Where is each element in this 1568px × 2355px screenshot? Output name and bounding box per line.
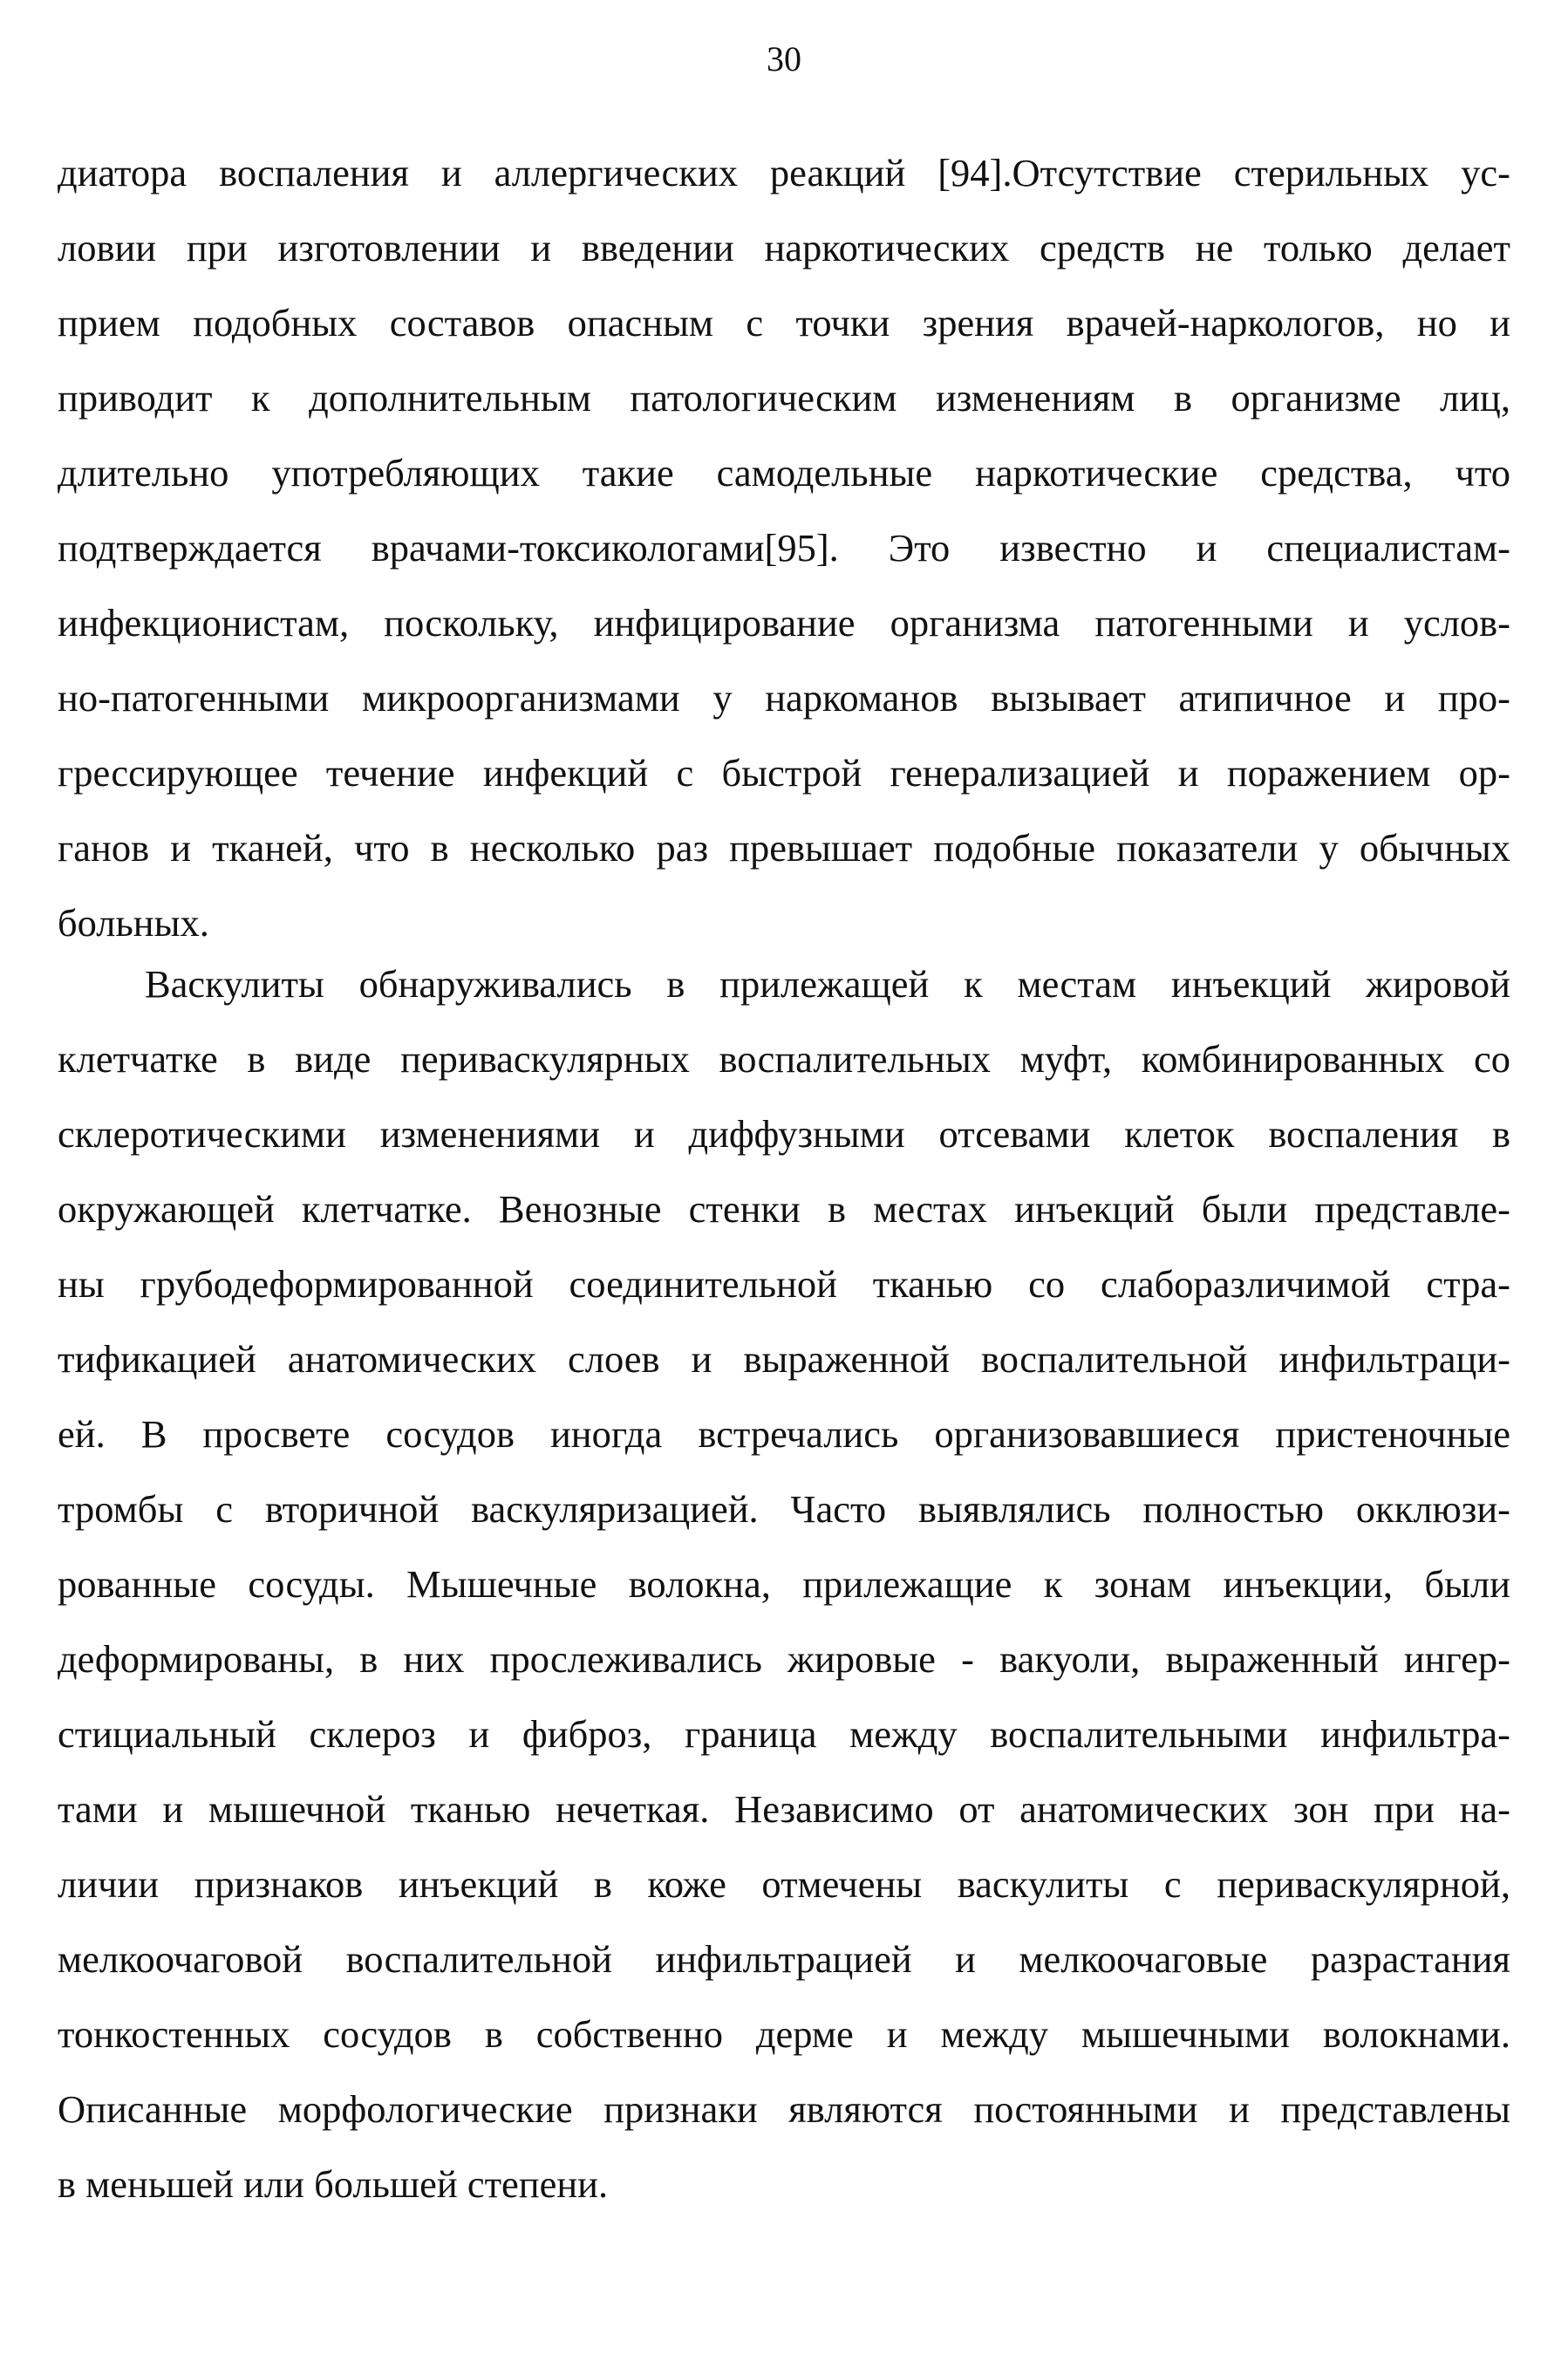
text-line: склеротическими изменениями и диффузными отсевами клеток воспаления в — [58, 1112, 1510, 1156]
text-line: в меньшей или большей степени. — [58, 2162, 609, 2206]
text-line: длительно употребляющих такие самодельные наркотические средства, что — [58, 451, 1510, 495]
text-line: окружающей клетчатке. Венозные стенки в местах инъекций были представле- — [58, 1187, 1510, 1231]
text-line: тонкостенных сосудов в собственно дерме и между мышечными волокнами. — [58, 2012, 1510, 2056]
text-line: ны грубодеформированной соединительной тканью со слаборазличимой стра- — [58, 1262, 1510, 1306]
text-line: личии признаков инъекций в коже отмечены васкулиты с периваскулярной, — [58, 1862, 1510, 1906]
text-line: прием подобных составов опасным с точки зрения врачей-наркологов, но и — [58, 301, 1510, 345]
text-line: ганов и тканей, что в несколько раз превышает подобные показатели у обычных — [58, 826, 1510, 870]
text-line: Васкулиты обнаруживались в прилежащей к местам инъекций жировой — [145, 962, 1510, 1006]
text-line: но-патогенными микроорганизмами у наркоманов вызывает атипичное и про- — [58, 676, 1510, 720]
page-number: 30 — [767, 39, 801, 78]
text-line: клетчатке в виде периваскулярных воспалительных муфт, комбинированных со — [58, 1037, 1510, 1081]
text-line: деформированы, в них прослеживались жировые - вакуоли, выраженный ингер- — [58, 1637, 1510, 1681]
paragraph-2 — [58, 946, 1510, 2222]
text-line: Описанные морфологические признаки являются постоянными и представлены — [58, 2087, 1510, 2131]
text-line: ловии при изготовлении и введении наркотических средств не только делает — [58, 226, 1510, 270]
text-line: грессирующее течение инфекций с быстрой генерализацией и поражением ор- — [58, 751, 1510, 795]
text-line: тромбы с вторичной васкуляризацией. Часто выявлялись полностью окклюзи- — [58, 1487, 1510, 1531]
text-line: тами и мышечной тканью нечеткая. Независимо от анатомических зон при на- — [58, 1787, 1510, 1831]
text-line: больных. — [58, 901, 209, 945]
text-line: стициальный склероз и фиброз, граница между воспалительными инфильтра- — [58, 1712, 1510, 1756]
text-line: тификацией анатомических слоев и выраженной воспалительной инфильтраци- — [58, 1337, 1510, 1381]
paragraph-1 — [58, 135, 1510, 960]
text-line: мелкоочаговой воспалительной инфильтрацией и мелкоочаговые разрастания — [58, 1937, 1510, 1981]
text-line: рованные сосуды. Мышечные волокна, прилежащие к зонам инъекции, были — [58, 1562, 1510, 1606]
text-line: приводит к дополнительным патологическим изменениям в организме лиц, — [58, 376, 1510, 420]
text-line: подтверждается врачами-токсикологами[95]. Это известно и специалистам- — [58, 526, 1510, 570]
text-line: ей. В просвете сосудов иногда встречались организовавшиеся пристеночные — [58, 1412, 1510, 1456]
text-line: диатора воспаления и аллергических реакций [94].Отсутствие стерильных ус- — [58, 151, 1510, 195]
text-line: инфекционистам, поскольку, инфицирование организма патогенными и услов- — [58, 601, 1510, 645]
